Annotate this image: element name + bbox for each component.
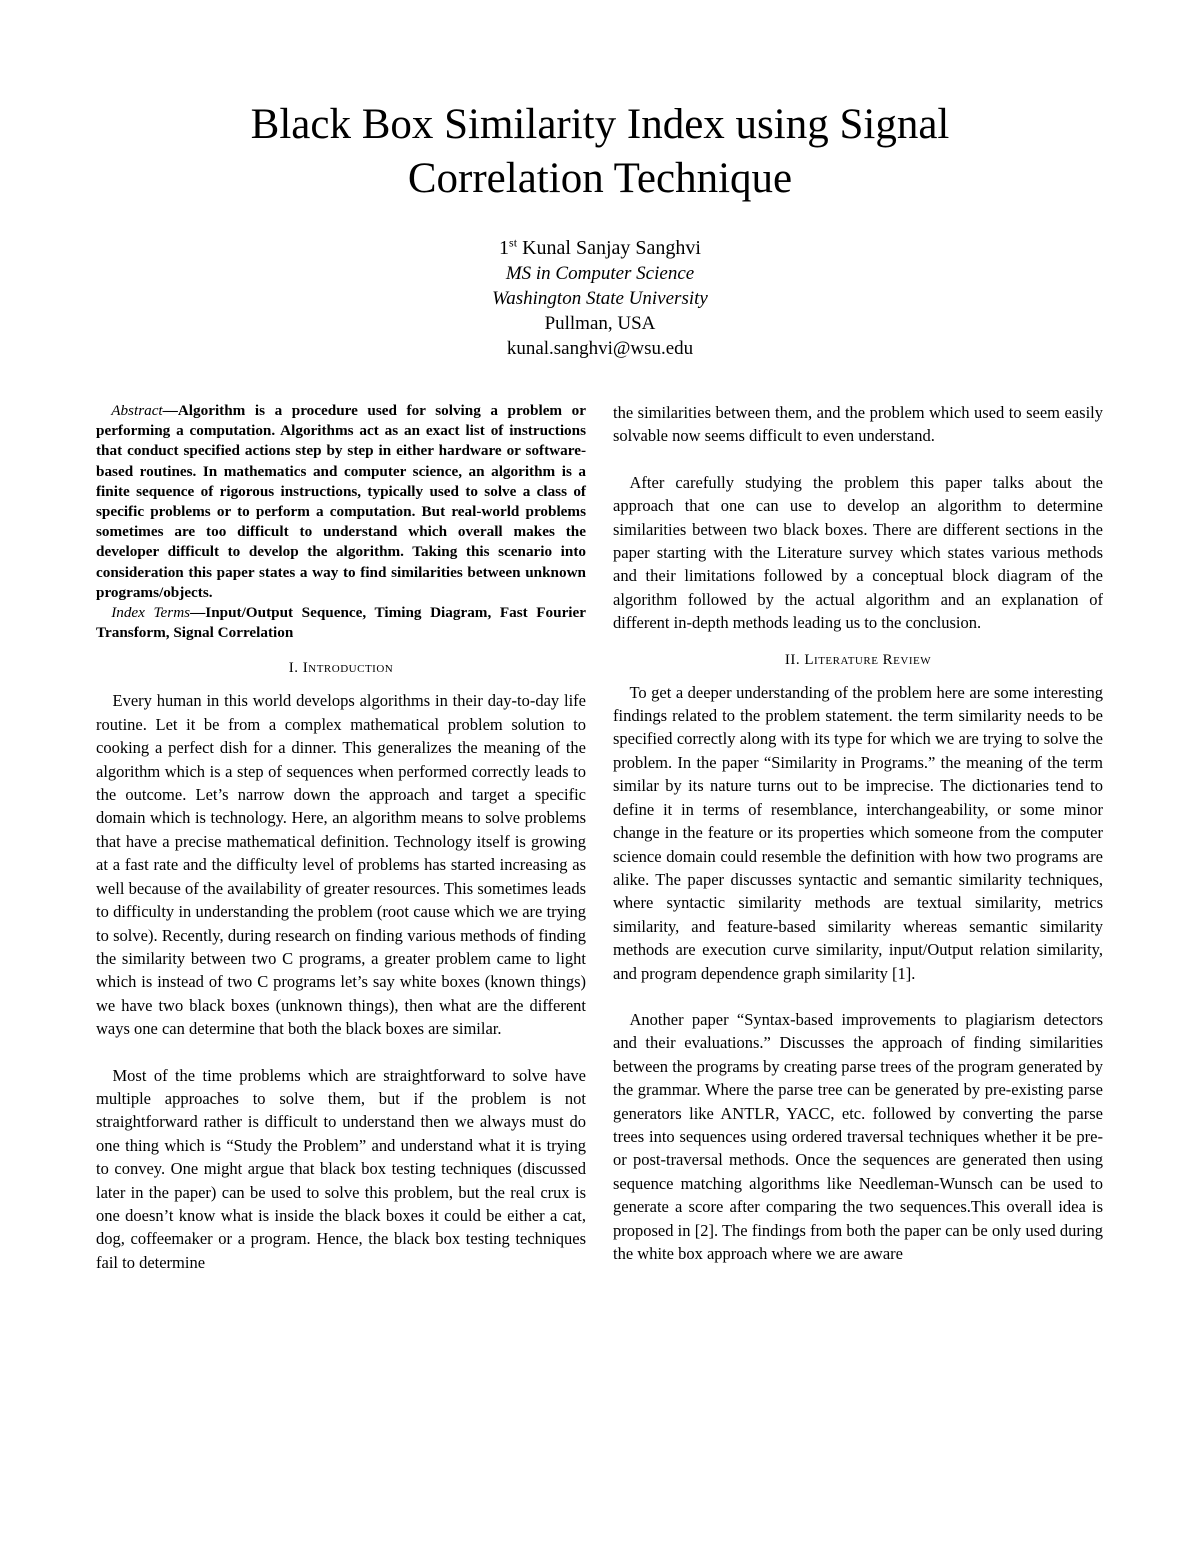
paper-title (0, 98, 1200, 206)
left-column (96, 401, 586, 1274)
literature-paragraph-1: To get a deeper understanding of the problem here are some interesting findings related to the problem statement. the term similarity needs to be specified correctly along with its type for which we are trying to solve the problem. In the paper “Similarity in Programs.” the meaning of the term similar by its nature turns out to be imprecise. The dictionaries tend to define it in terms of resemblance, interchangeability, or some minor change in the feature or its properties which someone from the computer science domain could resemble the definition with how two programs are alike. The paper discusses syntactic and semantic similarity techniques, where syntactic similarity methods are textual similarity, metrics similarity, and feature-based similarity whereas semantic similarity methods are execution curve similarity, input/Output relation similarity, and program dependence graph similarity [1]. (613, 682, 1103, 983)
author-location: Pullman, USA (544, 313, 656, 334)
intro-paragraph-2: Most of the time problems which are straightforward to solve have multiple approaches to solve them, but if the problem is not straightforward rather is difficult to understand then we always must do one thing which is “Study the Problem” and understand what it is trying to convey. One might argue that black box testing techniques (discussed later in the paper) can be used to solve this problem, but the real crux is one doesn’t know what is inside the black boxes it could be either a cat, dog, coffeemaker or a program. Hence, the black box testing techniques fail to determine (96, 1065, 586, 1272)
intro-paragraph-1: Every human in this world develops algorithms in their day-to-day life routine. Let it be from a complex mathematical problem solution to cooking a perfect dish for a dinner. This generalizes the meaning of the algorithm which is a step of sequences when performed correctly leads to the outcome. Let’s narrow down the approach and target a specific domain which is technology. Here, an algorithm means to solve problems that have a precise mathematical definition. Technology itself is growing at a fast rate and the difficulty level of problems has started increasing as well because of the availability of greater resources. This sometimes leads to difficulty in understanding the problem (root cause which we are trying to solve). Recently, during research on finding various methods of finding the similarity between two C programs, a greater problem came to light which is instead of two C programs let’s say white boxes (known things) we have two black boxes (unknown things), then what are the different ways one can determine that both the black boxes are similar. (96, 691, 586, 1039)
abstract (96, 401, 586, 603)
author-department: MS in Computer Science (505, 263, 695, 284)
author-name: Kunal Sanjay Sanghvi (522, 237, 701, 259)
section-heading-literature-review: II. Literature Review (784, 651, 932, 668)
author-email: kunal.sanghvi@wsu.edu (506, 338, 694, 359)
right-column (613, 401, 1103, 1265)
intro-paragraph-2-continuation: the similarities between them, and the problem which used to seem easily solvable now seems difficult to even understand. (613, 403, 1103, 446)
author-ordinal: 1 (499, 237, 510, 259)
index-terms-text: —Input/Output Sequence, Timing Diagram, Fast Fourier Transform, Signal Correlation (96, 604, 587, 642)
abstract-lead: Abstract (111, 402, 163, 419)
section-heading-introduction: I. Introduction (288, 660, 394, 677)
author-university: Washington State University (492, 288, 708, 309)
abstract-text: —Algorithm is a procedure used for solving a problem or performing a computation. Algorithms act as an exact list of instructions that conduct specified actions step by step in either hardware or software-based routines. In mathematics and computer science, an algorithm is a finite sequence of rigorous instructions, typically used to solve a class of specific problems or to perform a computation. But real-world problems sometimes are too difficult to understand which overall makes the developer difficult to develop the algorithm. Taking this scenario into consideration this paper states a way to find similarities between unknown programs/objects. (96, 402, 586, 601)
index-terms-lead: Index Terms (111, 604, 191, 622)
literature-paragraph-2: Another paper “Syntax-based improvements to plagiarism detectors and their evaluations.” Discusses the approach of finding similarities between the programs by creating parse trees of the program generated by the grammar. Where the parse tree can be generated by pre-existing parse generators like ANTLR, YACC, etc. followed by converting the parse trees into sequences using ordered traversal techniques whether it be pre- or post-traversal methods. Once the sequences are generated then using sequence matching algorithms like Needleman-Wunsch can be used to generate a score after comparing the two sequences.This overall idea is proposed in [2]. The findings from both the paper can be only used during the white box approach where we are aware (613, 1009, 1103, 1263)
author-block (0, 236, 1200, 361)
author-name-line (0, 236, 1200, 261)
paper-title-line-1: Black Box Similarity Index using Signal (250, 101, 950, 148)
author-ordinal-suffix: st (509, 235, 518, 250)
index-terms (96, 603, 586, 643)
paper-title-line-2: Correlation Technique (407, 155, 793, 202)
intro-paragraph-3: After carefully studying the problem this paper talks about the approach that one can use to develop an algorithm to determine similarities between two black boxes. There are different sections in the paper starting with the Literature survey which states various methods and their limitations followed by a conceptual block diagram of the algorithm followed by the actual algorithm and an explanation of different in-depth methods leading us to the conclusion. (613, 472, 1103, 633)
